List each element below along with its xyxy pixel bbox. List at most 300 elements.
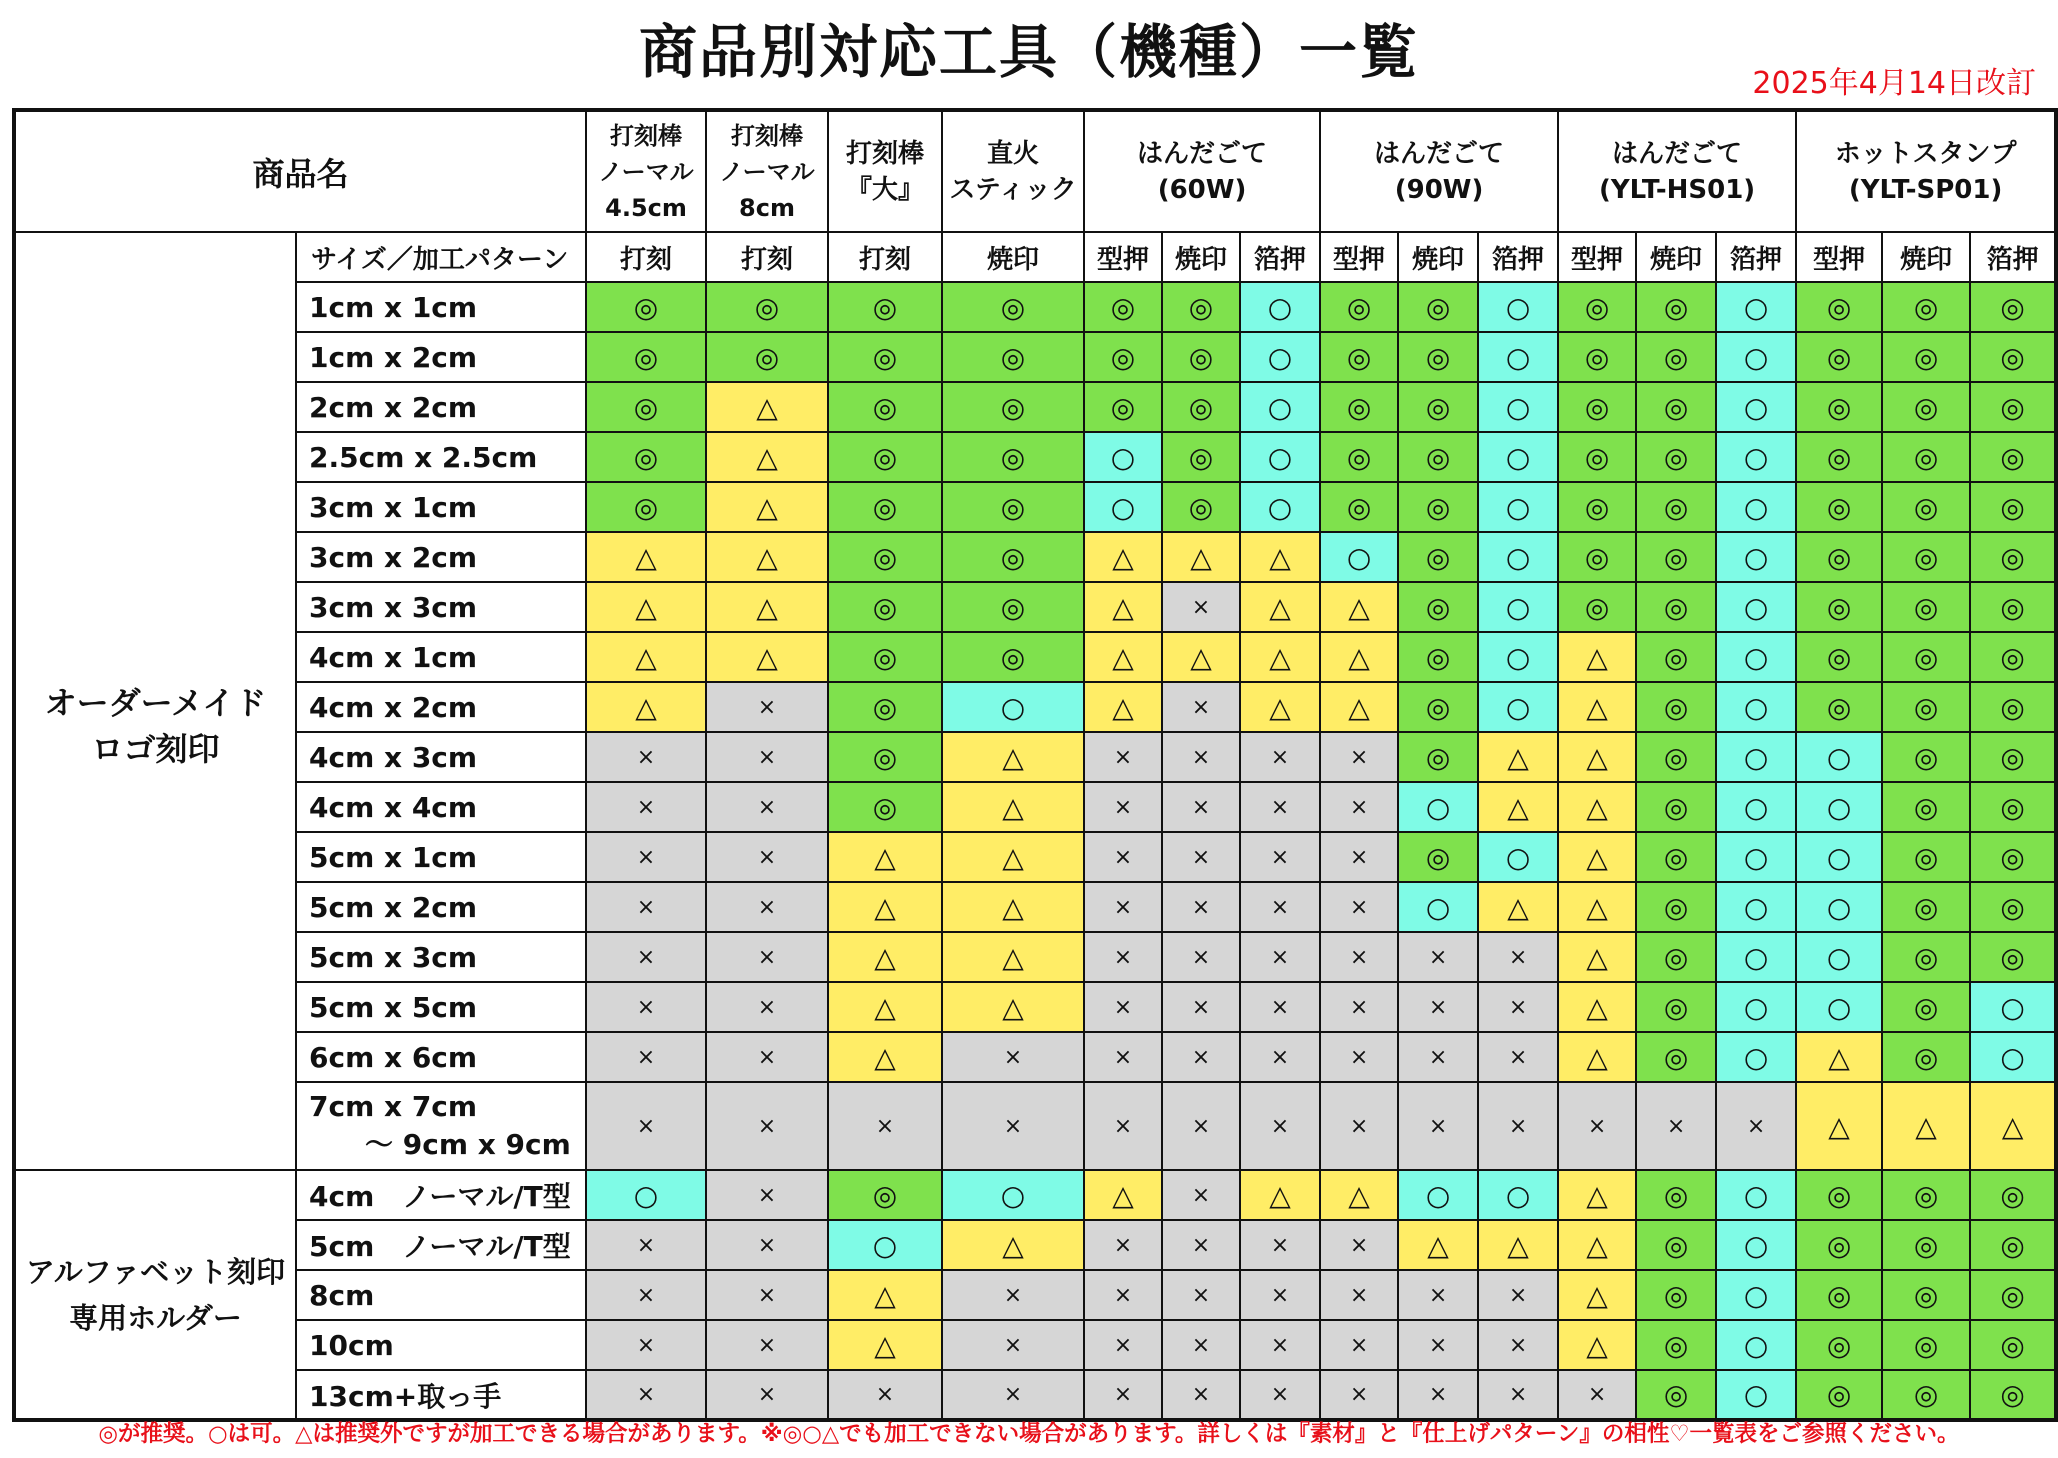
compatibility-cell: × xyxy=(586,882,706,932)
compatibility-cell: ◎ xyxy=(1636,482,1716,532)
compatibility-cell: × xyxy=(586,1220,706,1270)
table-row xyxy=(14,982,2056,1032)
compatibility-cell: ◎ xyxy=(1558,332,1636,382)
compatibility-cell: × xyxy=(706,682,828,732)
compatibility-cell: ◎ xyxy=(1796,632,1882,682)
compatibility-cell: ◎ xyxy=(1162,282,1240,332)
compatibility-cell: △ xyxy=(828,1032,942,1082)
process-header: 箔押 xyxy=(1240,232,1320,282)
compatibility-cell: △ xyxy=(1478,882,1558,932)
compatibility-cell: ◎ xyxy=(1970,382,2056,432)
compatibility-cell: ◎ xyxy=(1882,582,1970,632)
compatibility-cell: ○ xyxy=(1970,1032,2056,1082)
compatibility-cell: ◎ xyxy=(1882,1170,1970,1220)
size-label-line: 2.5cm x 2.5cm xyxy=(309,440,538,474)
size-label xyxy=(296,1370,586,1420)
compatibility-cell: ◎ xyxy=(828,1170,942,1220)
tool-line: 打刻棒 xyxy=(846,138,925,169)
compatibility-cell: ○ xyxy=(828,1220,942,1270)
size-label-line: 4cm x 4cm xyxy=(309,790,478,824)
table-row xyxy=(14,1370,2056,1420)
compatibility-cell: × xyxy=(1162,582,1240,632)
compatibility-cell: × xyxy=(706,1270,828,1320)
compatibility-cell: ◎ xyxy=(1882,1032,1970,1082)
compatibility-cell: ○ xyxy=(1716,282,1796,332)
compatibility-cell: △ xyxy=(1796,1082,1882,1170)
compatibility-cell: ◎ xyxy=(1558,432,1636,482)
compatibility-cell: ◎ xyxy=(828,482,942,532)
compatibility-cell: × xyxy=(1084,1270,1162,1320)
size-label-line: 5cm x 5cm xyxy=(309,990,478,1024)
compatibility-cell: △ xyxy=(1084,632,1162,682)
compatibility-cell: ○ xyxy=(586,1170,706,1220)
compatibility-cell: △ xyxy=(706,532,828,582)
compatibility-cell: × xyxy=(1240,882,1320,932)
compatibility-cell: ◎ xyxy=(1162,432,1240,482)
compatibility-cell: ○ xyxy=(1716,682,1796,732)
compatibility-cell: ◎ xyxy=(942,432,1084,482)
compatibility-cell: ◎ xyxy=(828,582,942,632)
size-label-line: 6cm x 6cm xyxy=(309,1040,478,1074)
compatibility-cell: ◎ xyxy=(1398,582,1478,632)
process-header: 箔押 xyxy=(1970,232,2056,282)
compatibility-cell: × xyxy=(1320,832,1398,882)
compatibility-cell: △ xyxy=(706,582,828,632)
size-label-line: 1cm x 1cm xyxy=(309,290,478,324)
compatibility-cell: △ xyxy=(1882,1082,1970,1170)
compatibility-cell: ○ xyxy=(1796,882,1882,932)
size-label-line: 10cm xyxy=(309,1328,394,1362)
compatibility-cell: △ xyxy=(1320,632,1398,682)
compatibility-cell: × xyxy=(586,1082,706,1170)
table-row xyxy=(14,1270,2056,1320)
compatibility-cell: ◎ xyxy=(1796,1220,1882,1270)
compatibility-cell: ○ xyxy=(942,682,1084,732)
product-category xyxy=(14,282,296,1170)
compatibility-cell: ◎ xyxy=(1636,932,1716,982)
compatibility-cell: △ xyxy=(1478,1220,1558,1270)
compatibility-cell: △ xyxy=(1084,532,1162,582)
compatibility-cell: ○ xyxy=(1478,482,1558,532)
compatibility-cell: ◎ xyxy=(1398,482,1478,532)
compatibility-table xyxy=(12,108,2058,1422)
compatibility-cell: ◎ xyxy=(1796,482,1882,532)
size-label-line: 8cm xyxy=(309,1278,375,1312)
size-label-line: 5cm x 1cm xyxy=(309,840,478,874)
compatibility-cell: ◎ xyxy=(1320,482,1398,532)
compatibility-cell: ◎ xyxy=(1882,1220,1970,1270)
tool-line: (YLT-SP01) xyxy=(1848,174,2003,205)
compatibility-cell: ○ xyxy=(1240,332,1320,382)
compatibility-cell: × xyxy=(1084,832,1162,882)
tool-line: はんだごて xyxy=(1137,138,1268,169)
compatibility-cell: ○ xyxy=(1478,532,1558,582)
compatibility-cell: × xyxy=(1162,1220,1240,1270)
compatibility-cell: ◎ xyxy=(1796,1170,1882,1220)
compatibility-cell: ○ xyxy=(1398,782,1478,832)
size-label-line: 4cm x 1cm xyxy=(309,640,478,674)
compatibility-cell: ○ xyxy=(1716,732,1796,782)
compatibility-cell: ○ xyxy=(1716,1032,1796,1082)
table-row xyxy=(14,1220,2056,1270)
process-header: 型押 xyxy=(1796,232,1882,282)
compatibility-cell: △ xyxy=(1558,682,1636,732)
compatibility-cell: × xyxy=(942,1270,1084,1320)
compatibility-cell: ◎ xyxy=(1636,682,1716,732)
compatibility-cell: △ xyxy=(1558,1170,1636,1220)
compatibility-cell: × xyxy=(1162,832,1240,882)
size-label-line: 1cm x 2cm xyxy=(309,340,478,374)
compatibility-cell: × xyxy=(1162,1082,1240,1170)
size-label xyxy=(296,932,586,982)
compatibility-cell: ◎ xyxy=(1970,632,2056,682)
compatibility-cell: × xyxy=(1478,1320,1558,1370)
table-row xyxy=(14,932,2056,982)
size-label-line: 5cm x 3cm xyxy=(309,940,478,974)
compatibility-cell: × xyxy=(1320,1320,1398,1370)
compatibility-cell: ◎ xyxy=(1796,532,1882,582)
compatibility-cell: × xyxy=(1636,1082,1716,1170)
size-label-line: 4cm x 3cm xyxy=(309,740,478,774)
compatibility-cell: ○ xyxy=(1716,1320,1796,1370)
tool-line: 『大』 xyxy=(846,174,925,205)
compatibility-cell: △ xyxy=(586,582,706,632)
compatibility-cell: ◎ xyxy=(1970,332,2056,382)
compatibility-cell: ◎ xyxy=(1636,982,1716,1032)
compatibility-cell: × xyxy=(1320,732,1398,782)
compatibility-cell: ◎ xyxy=(706,332,828,382)
table-row xyxy=(14,882,2056,932)
compatibility-cell: ○ xyxy=(1240,432,1320,482)
compatibility-cell: ◎ xyxy=(1970,282,2056,332)
tool-header xyxy=(1558,110,1796,232)
compatibility-cell: ○ xyxy=(1240,282,1320,332)
compatibility-cell: ○ xyxy=(1716,382,1796,432)
compatibility-cell: ◎ xyxy=(1636,1320,1716,1370)
table-row xyxy=(14,832,2056,882)
compatibility-cell: ◎ xyxy=(1882,932,1970,982)
size-label xyxy=(296,732,586,782)
compatibility-cell: ◎ xyxy=(1084,282,1162,332)
compatibility-cell: ◎ xyxy=(1882,1320,1970,1370)
process-header-row xyxy=(14,232,2056,282)
tool-line: (90W) xyxy=(1394,174,1484,205)
process-header: 焼印 xyxy=(1398,232,1478,282)
compatibility-cell: × xyxy=(706,1032,828,1082)
compatibility-cell: ◎ xyxy=(1398,682,1478,732)
compatibility-cell: ○ xyxy=(1716,1220,1796,1270)
process-header: 焼印 xyxy=(1636,232,1716,282)
compatibility-cell: ◎ xyxy=(1882,1270,1970,1320)
compatibility-cell: ○ xyxy=(1716,532,1796,582)
compatibility-cell: ◎ xyxy=(1970,1270,2056,1320)
tool-header xyxy=(1320,110,1558,232)
compatibility-cell: △ xyxy=(1558,732,1636,782)
compatibility-cell: ◎ xyxy=(1398,332,1478,382)
size-label xyxy=(296,382,586,432)
compatibility-cell: ◎ xyxy=(1970,482,2056,532)
compatibility-cell: × xyxy=(1084,1370,1162,1420)
tool-header xyxy=(1796,110,2056,232)
compatibility-cell: × xyxy=(1084,782,1162,832)
compatibility-cell: ◎ xyxy=(1398,282,1478,332)
compatibility-cell: × xyxy=(706,782,828,832)
table-row xyxy=(14,532,2056,582)
compatibility-cell: ◎ xyxy=(1636,1370,1716,1420)
compatibility-cell: × xyxy=(706,932,828,982)
compatibility-cell: △ xyxy=(828,932,942,982)
compatibility-cell: × xyxy=(1162,1370,1240,1420)
compatibility-cell: ◎ xyxy=(1882,832,1970,882)
compatibility-cell: × xyxy=(1478,1270,1558,1320)
compatibility-cell: ◎ xyxy=(1882,982,1970,1032)
compatibility-cell: ◎ xyxy=(942,632,1084,682)
compatibility-cell: × xyxy=(586,932,706,982)
compatibility-cell: ◎ xyxy=(1882,482,1970,532)
compatibility-cell: × xyxy=(586,1320,706,1370)
compatibility-cell: × xyxy=(1084,982,1162,1032)
compatibility-cell: ○ xyxy=(1398,882,1478,932)
table-row xyxy=(14,332,2056,382)
table-row xyxy=(14,1082,2056,1170)
compatibility-cell: ◎ xyxy=(1636,882,1716,932)
compatibility-cell: △ xyxy=(1084,582,1162,632)
compatibility-cell: × xyxy=(1084,732,1162,782)
compatibility-cell: ◎ xyxy=(1636,332,1716,382)
compatibility-cell: ◎ xyxy=(1636,1170,1716,1220)
compatibility-cell: △ xyxy=(1320,1170,1398,1220)
size-label xyxy=(296,1032,586,1082)
size-label xyxy=(296,432,586,482)
compatibility-cell: ◎ xyxy=(1796,432,1882,482)
compatibility-cell: × xyxy=(828,1370,942,1420)
compatibility-cell: × xyxy=(1716,1082,1796,1170)
compatibility-cell: △ xyxy=(942,982,1084,1032)
compatibility-cell: ◎ xyxy=(1320,382,1398,432)
process-header: 焼印 xyxy=(1162,232,1240,282)
compatibility-cell: ◎ xyxy=(1970,1220,2056,1270)
compatibility-cell: △ xyxy=(1558,1220,1636,1270)
compatibility-cell: ◎ xyxy=(942,482,1084,532)
tool-line: ノーマル xyxy=(598,157,694,186)
compatibility-cell: ○ xyxy=(1478,632,1558,682)
tool-header-row xyxy=(14,110,2056,232)
compatibility-cell: × xyxy=(1240,932,1320,982)
tool-line: 4.5cm xyxy=(605,193,687,222)
compatibility-cell: ◎ xyxy=(1796,1270,1882,1320)
tool-line: ノーマル xyxy=(719,157,815,186)
size-label-line: 7cm x 7cm xyxy=(309,1089,478,1123)
compatibility-cell: ○ xyxy=(1478,582,1558,632)
size-label xyxy=(296,282,586,332)
compatibility-cell: △ xyxy=(706,632,828,682)
compatibility-cell: × xyxy=(1240,1370,1320,1420)
size-label-line: 5cm ノーマル/T型 xyxy=(309,1230,571,1263)
table-row xyxy=(14,432,2056,482)
compatibility-cell: △ xyxy=(828,1270,942,1320)
compatibility-cell: △ xyxy=(942,832,1084,882)
tool-line: はんだごて xyxy=(1612,138,1743,169)
table-row xyxy=(14,782,2056,832)
compatibility-cell: ○ xyxy=(1716,582,1796,632)
compatibility-cell: × xyxy=(1398,1270,1478,1320)
compatibility-cell: × xyxy=(1240,732,1320,782)
table-row xyxy=(14,632,2056,682)
compatibility-cell: ◎ xyxy=(1882,682,1970,732)
compatibility-cell: × xyxy=(1478,1082,1558,1170)
compatibility-cell: ◎ xyxy=(1398,732,1478,782)
compatibility-cell: ◎ xyxy=(1970,682,2056,732)
compatibility-cell: △ xyxy=(586,632,706,682)
table-row xyxy=(14,282,2056,332)
compatibility-cell: × xyxy=(586,1032,706,1082)
compatibility-cell: ◎ xyxy=(942,582,1084,632)
compatibility-cell: ○ xyxy=(1478,382,1558,432)
compatibility-cell: △ xyxy=(828,982,942,1032)
compatibility-cell: ○ xyxy=(1084,482,1162,532)
compatibility-cell: × xyxy=(1084,882,1162,932)
compatibility-cell: × xyxy=(1320,882,1398,932)
size-label xyxy=(296,982,586,1032)
compatibility-cell: × xyxy=(1478,1032,1558,1082)
size-label xyxy=(296,682,586,732)
compatibility-cell: × xyxy=(942,1082,1084,1170)
compatibility-cell: ◎ xyxy=(586,432,706,482)
size-label xyxy=(296,1220,586,1270)
compatibility-cell: ◎ xyxy=(1970,582,2056,632)
compatibility-cell: × xyxy=(586,732,706,782)
compatibility-cell: ◎ xyxy=(1796,682,1882,732)
compatibility-cell: × xyxy=(1240,1082,1320,1170)
compatibility-cell: × xyxy=(706,1082,828,1170)
compatibility-cell: △ xyxy=(1558,632,1636,682)
compatibility-cell: ◎ xyxy=(1636,1032,1716,1082)
compatibility-cell: ◎ xyxy=(1398,832,1478,882)
compatibility-cell: × xyxy=(1162,982,1240,1032)
compatibility-cell: ◎ xyxy=(1558,382,1636,432)
process-header: 打刻 xyxy=(586,232,706,282)
compatibility-cell: × xyxy=(1398,1082,1478,1170)
tool-line: スティック xyxy=(949,174,1077,205)
compatibility-cell: × xyxy=(706,982,828,1032)
compatibility-cell: × xyxy=(706,1320,828,1370)
compatibility-cell: ◎ xyxy=(1398,382,1478,432)
compatibility-cell: ◎ xyxy=(1882,782,1970,832)
compatibility-cell: ◎ xyxy=(1162,482,1240,532)
compatibility-cell: △ xyxy=(706,482,828,532)
compatibility-cell: ○ xyxy=(1478,1170,1558,1220)
compatibility-cell: × xyxy=(1240,1032,1320,1082)
compatibility-cell: ◎ xyxy=(1970,932,2056,982)
tool-header xyxy=(586,110,706,232)
compatibility-cell: × xyxy=(1162,682,1240,732)
compatibility-cell: ◎ xyxy=(1636,832,1716,882)
compatibility-cell: × xyxy=(1240,1220,1320,1270)
compatibility-cell: ◎ xyxy=(1398,532,1478,582)
compatibility-cell: ○ xyxy=(1084,432,1162,482)
compatibility-cell: ◎ xyxy=(586,332,706,382)
compatibility-cell: ◎ xyxy=(1636,282,1716,332)
compatibility-cell: △ xyxy=(1970,1082,2056,1170)
compatibility-cell: △ xyxy=(1558,932,1636,982)
compatibility-cell: ○ xyxy=(1240,382,1320,432)
size-label-line: 2cm x 2cm xyxy=(309,390,478,424)
process-header: 箔押 xyxy=(1478,232,1558,282)
compatibility-cell: △ xyxy=(942,732,1084,782)
compatibility-cell: × xyxy=(1240,782,1320,832)
compatibility-cell: ◎ xyxy=(942,532,1084,582)
tool-header xyxy=(1084,110,1320,232)
size-label xyxy=(296,1270,586,1320)
compatibility-cell: ○ xyxy=(1716,332,1796,382)
compatibility-cell: △ xyxy=(828,1320,942,1370)
compatibility-cell: ◎ xyxy=(1636,582,1716,632)
compatibility-cell: ◎ xyxy=(1558,482,1636,532)
compatibility-cell: ○ xyxy=(1478,332,1558,382)
tool-line: 打刻棒 xyxy=(610,121,683,150)
category-label-line: ロゴ刻印 xyxy=(91,729,220,768)
compatibility-cell: △ xyxy=(1558,782,1636,832)
compatibility-cell: × xyxy=(1320,782,1398,832)
revision-date: 2025年4月14日改訂 xyxy=(1752,66,2036,101)
compatibility-cell: ◎ xyxy=(828,682,942,732)
size-label-line: 3cm x 2cm xyxy=(309,540,478,574)
compatibility-cell: △ xyxy=(1558,982,1636,1032)
compatibility-cell: × xyxy=(706,1170,828,1220)
compatibility-cell: △ xyxy=(1398,1220,1478,1270)
compatibility-cell: ○ xyxy=(1478,832,1558,882)
tool-line: はんだごて xyxy=(1374,138,1505,169)
compatibility-cell: ◎ xyxy=(586,482,706,532)
compatibility-cell: × xyxy=(1320,982,1398,1032)
process-header: 型押 xyxy=(1320,232,1398,282)
compatibility-cell: △ xyxy=(942,932,1084,982)
compatibility-cell: △ xyxy=(706,432,828,482)
compatibility-cell: ○ xyxy=(1716,1270,1796,1320)
compatibility-cell: △ xyxy=(942,882,1084,932)
table-row xyxy=(14,1032,2056,1082)
compatibility-cell: △ xyxy=(1478,782,1558,832)
compatibility-cell: × xyxy=(1084,1320,1162,1370)
size-label xyxy=(296,332,586,382)
compatibility-cell: ◎ xyxy=(1636,532,1716,582)
compatibility-cell: × xyxy=(586,832,706,882)
table-row xyxy=(14,1320,2056,1370)
compatibility-cell: ◎ xyxy=(1882,732,1970,782)
compatibility-cell: ◎ xyxy=(1636,1220,1716,1270)
compatibility-cell: × xyxy=(586,1270,706,1320)
compatibility-cell: ○ xyxy=(1716,482,1796,532)
compatibility-cell: × xyxy=(1320,1032,1398,1082)
compatibility-cell: ○ xyxy=(1796,932,1882,982)
compatibility-cell: ◎ xyxy=(1970,832,2056,882)
compatibility-cell: ○ xyxy=(1970,982,2056,1032)
compatibility-cell: ◎ xyxy=(828,282,942,332)
compatibility-cell: ○ xyxy=(1478,682,1558,732)
compatibility-cell: △ xyxy=(586,532,706,582)
compatibility-cell: △ xyxy=(1558,1032,1636,1082)
size-label-line: ～ 9cm x 9cm xyxy=(365,1127,571,1161)
compatibility-cell: ○ xyxy=(1716,832,1796,882)
compatibility-cell: ◎ xyxy=(1636,632,1716,682)
tool-line: 8cm xyxy=(739,193,795,222)
compatibility-cell: × xyxy=(1320,1082,1398,1170)
compatibility-cell: × xyxy=(1162,732,1240,782)
size-label xyxy=(296,1320,586,1370)
compatibility-cell: × xyxy=(586,782,706,832)
compatibility-cell: △ xyxy=(828,882,942,932)
compatibility-cell: × xyxy=(706,732,828,782)
